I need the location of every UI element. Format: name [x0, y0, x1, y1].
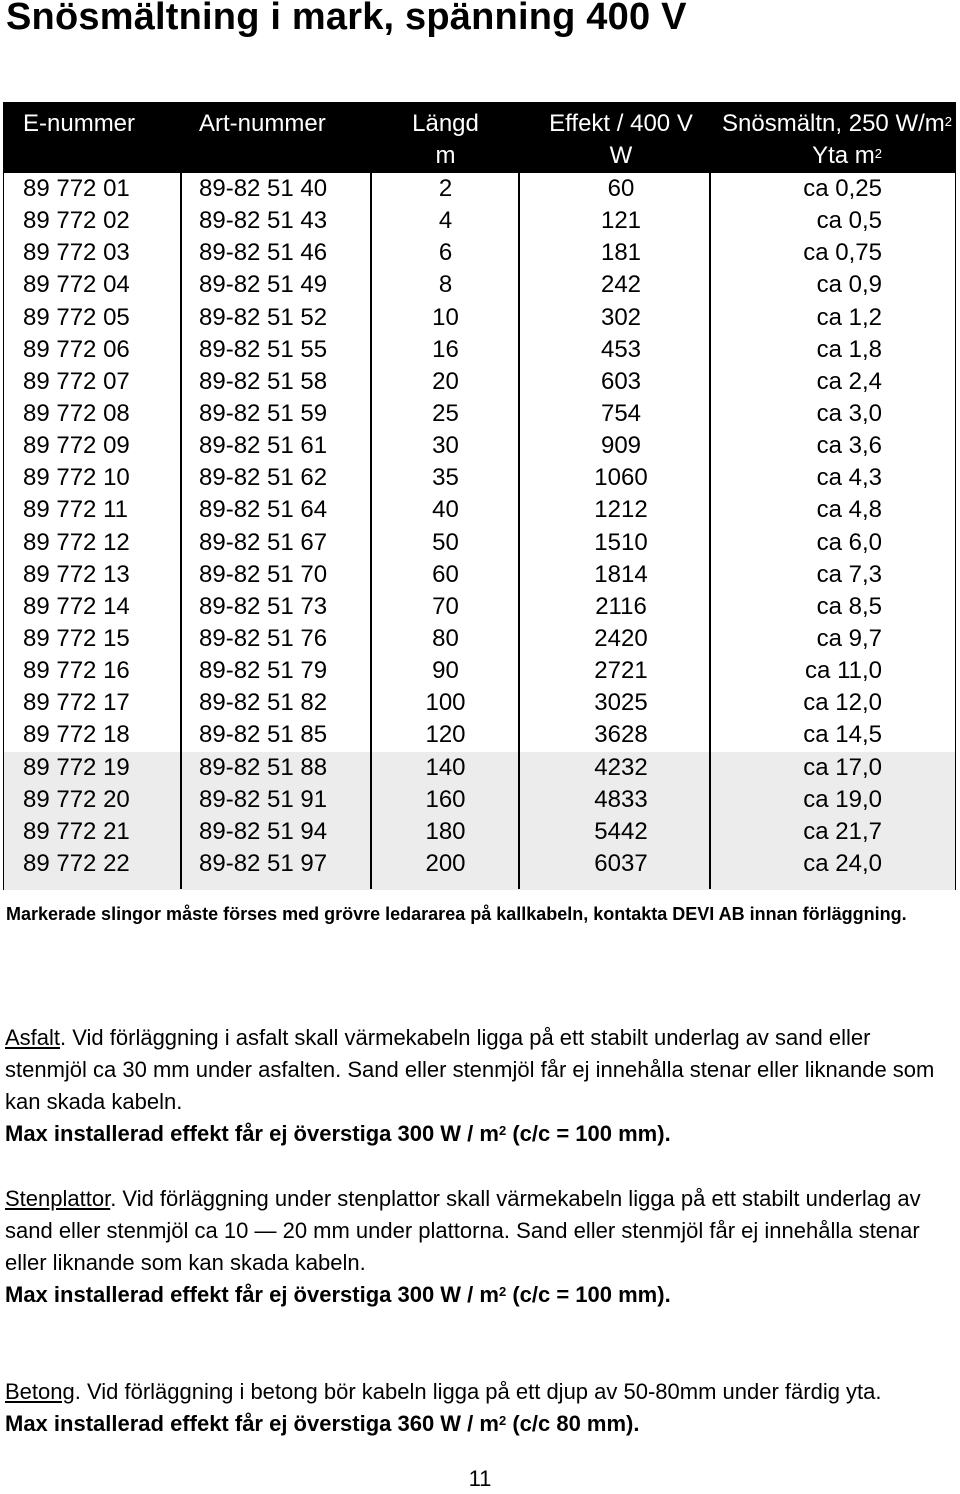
- cell-e-nummer: 89 772 09: [23, 432, 130, 460]
- section-asfalt-max-sup: 2: [498, 1123, 507, 1138]
- table-body: [4, 173, 955, 880]
- header-e-nummer: E-nummer: [23, 110, 136, 137]
- table-header: [4, 103, 955, 173]
- table-row: [4, 494, 955, 526]
- cell-art-nummer: 89-82 51 94: [199, 817, 328, 845]
- table-row: [4, 816, 955, 848]
- header-power-unit: W: [609, 142, 633, 169]
- page-number: 11: [468, 1466, 492, 1491]
- cell-power: 453: [600, 335, 642, 363]
- table-row: [4, 205, 955, 237]
- cell-e-nummer: 89 772 01: [23, 175, 130, 202]
- cell-power: 2420: [594, 624, 648, 652]
- cell-art-nummer: 89-82 51 43: [199, 207, 328, 235]
- cell-art-nummer: 89-82 51 58: [199, 367, 328, 395]
- section-asfalt-body: . Vid förläggning i asfalt skall värmekabeln ligga på ett stabilt underlag av sand eller stenmjöl ca 30 mm under asfalten. Sand eller stenmjöl får ej innehålla stenar eller liknande som kan skada kabeln.: [5, 1025, 935, 1114]
- cell-e-nummer: 89 772 21: [23, 817, 130, 845]
- header-snow-melt-sup: 2: [944, 114, 952, 129]
- section-stenplattor-max-cc: (c/c = 100 mm).: [506, 1282, 671, 1307]
- table-row: [4, 269, 955, 301]
- column-divider: [180, 103, 182, 889]
- cell-e-nummer: 89 772 15: [23, 624, 130, 652]
- cell-power: 181: [600, 239, 642, 267]
- cell-snow-area: ca 0,9: [816, 271, 882, 299]
- cell-power: 1510: [594, 528, 648, 556]
- cell-power: 6037: [594, 849, 648, 877]
- cell-snow-area: ca 1,8: [816, 335, 882, 363]
- cell-art-nummer: 89-82 51 40: [199, 175, 328, 202]
- cell-power: 2116: [595, 592, 647, 620]
- cell-art-nummer: 89-82 51 70: [199, 560, 328, 588]
- cell-art-nummer: 89-82 51 61: [199, 432, 328, 460]
- cell-snow-area: ca 2,4: [816, 367, 882, 395]
- cell-e-nummer: 89 772 11: [23, 496, 128, 524]
- header-area: [722, 140, 882, 172]
- cell-snow-area: ca 1,2: [816, 303, 882, 331]
- cell-length: 6: [438, 239, 453, 267]
- cell-art-nummer: 89-82 51 64: [199, 496, 328, 524]
- table-row: [4, 430, 955, 462]
- cell-snow-area: ca 8,5: [816, 592, 882, 620]
- section-asfalt-max: [5, 1121, 671, 1146]
- section-betong-body: . Vid förläggning i betong bör kabeln ligga på ett djup av 50-80mm under färdig yta.: [74, 1379, 882, 1404]
- table-row: [4, 237, 955, 269]
- table-row: [4, 591, 955, 623]
- cell-power: 121: [600, 207, 642, 235]
- cell-e-nummer: 89 772 14: [23, 592, 130, 620]
- cell-power: 2721: [594, 657, 648, 685]
- cell-art-nummer: 89-82 51 76: [199, 624, 328, 652]
- cell-length: 20: [432, 367, 459, 395]
- section-betong-max: [5, 1411, 639, 1436]
- section-asfalt-max-cc: (c/c = 100 mm).: [506, 1121, 671, 1146]
- cell-art-nummer: 89-82 51 59: [199, 399, 328, 427]
- section-asfalt-heading: Asfalt: [5, 1025, 61, 1050]
- header-area-label: Yta m: [812, 142, 875, 169]
- cell-e-nummer: 89 772 04: [23, 271, 130, 299]
- table-row: [4, 655, 955, 687]
- table-row: [4, 302, 955, 334]
- cell-length: 180: [425, 817, 466, 845]
- cell-art-nummer: 89-82 51 55: [199, 335, 328, 363]
- table-row: [4, 559, 955, 591]
- cell-snow-area: ca 12,0: [803, 689, 882, 717]
- column-divider: [370, 103, 372, 889]
- cell-length: 10: [432, 303, 459, 331]
- cell-e-nummer: 89 772 06: [23, 335, 130, 363]
- cell-power: 302: [600, 303, 642, 331]
- section-stenplattor-max-text: Max installerad effekt får ej överstiga 300 W / m: [5, 1282, 499, 1307]
- cell-power: 603: [600, 367, 642, 395]
- section-asfalt-max-text: Max installerad effekt får ej överstiga 300 W / m: [5, 1121, 499, 1146]
- cell-length: 4: [438, 207, 453, 235]
- cell-power: 4833: [594, 785, 648, 813]
- cell-power: 5442: [594, 817, 648, 845]
- cell-power: 242: [600, 271, 642, 299]
- column-divider: [709, 103, 711, 889]
- cell-e-nummer: 89 772 20: [23, 785, 130, 813]
- cell-length: 25: [432, 399, 459, 427]
- cell-power: 909: [600, 432, 642, 460]
- cell-length: 140: [425, 753, 466, 781]
- cell-art-nummer: 89-82 51 88: [199, 753, 328, 781]
- cell-e-nummer: 89 772 16: [23, 657, 130, 685]
- column-divider: [518, 103, 520, 889]
- cell-power: 60: [607, 175, 635, 202]
- section-stenplattor-max-sup: 2: [498, 1284, 507, 1299]
- header-power-label: Effekt / 400 V: [549, 110, 693, 137]
- table-row: [4, 719, 955, 751]
- cell-power: 1060: [594, 464, 648, 492]
- cell-snow-area: ca 24,0: [803, 849, 882, 877]
- cell-length: 80: [432, 624, 459, 652]
- cell-length: 16: [432, 335, 459, 363]
- cell-e-nummer: 89 772 12: [23, 528, 130, 556]
- header-length-unit: m: [435, 142, 456, 169]
- cell-snow-area: ca 14,5: [803, 721, 882, 749]
- cell-snow-area: ca 3,0: [816, 399, 882, 427]
- cell-art-nummer: 89-82 51 73: [199, 592, 328, 620]
- table-row: [4, 366, 955, 398]
- cell-art-nummer: 89-82 51 46: [199, 239, 328, 267]
- header-snow-melt-label: Snösmältn, 250 W/m: [722, 110, 945, 137]
- cell-art-nummer: 89-82 51 67: [199, 528, 328, 556]
- cell-snow-area: ca 0,25: [803, 175, 882, 202]
- cell-e-nummer: 89 772 05: [23, 303, 130, 331]
- warning-note: Markerade slingor måste förses med grövre ledararea på kallkabeln, kontakta DEVI AB innan förläggning.: [6, 904, 907, 924]
- cell-length: 40: [432, 496, 459, 524]
- table-row: [4, 687, 955, 719]
- cell-art-nummer: 89-82 51 62: [199, 464, 328, 492]
- cell-e-nummer: 89 772 08: [23, 399, 130, 427]
- cell-e-nummer: 89 772 03: [23, 239, 130, 267]
- cell-art-nummer: 89-82 51 91: [199, 785, 328, 813]
- page-title: Snösmältning i mark, spänning 400 V: [6, 0, 687, 38]
- cell-snow-area: ca 4,3: [816, 464, 882, 492]
- header-snow-melt: [722, 103, 960, 173]
- cell-art-nummer: 89-82 51 97: [199, 849, 328, 877]
- table-row: [4, 784, 955, 816]
- cell-snow-area: ca 9,7: [816, 624, 882, 652]
- cell-snow-area: ca 19,0: [803, 785, 882, 813]
- table-row: [4, 462, 955, 494]
- table-row: [4, 527, 955, 559]
- cell-art-nummer: 89-82 51 82: [199, 689, 328, 717]
- table-row: [4, 173, 955, 205]
- table-row: [4, 398, 955, 430]
- cell-length: 35: [432, 464, 459, 492]
- cell-power: 1814: [594, 560, 648, 588]
- cell-e-nummer: 89 772 17: [23, 689, 130, 717]
- cell-length: 200: [425, 849, 466, 877]
- header-art-nummer: Art-nummer: [199, 110, 326, 137]
- cable-spec-table: [3, 102, 956, 890]
- section-asfalt: [5, 1022, 955, 1150]
- cell-snow-area: ca 4,8: [816, 496, 882, 524]
- cell-length: 160: [425, 785, 466, 813]
- cell-e-nummer: 89 772 22: [23, 849, 130, 877]
- cell-length: 2: [438, 175, 453, 202]
- section-betong-max-text: Max installerad effekt får ej överstiga 360 W / m: [5, 1411, 499, 1436]
- header-power: [521, 103, 721, 173]
- cell-length: 120: [425, 721, 466, 749]
- header-length-label: Längd: [412, 110, 479, 137]
- header-area-sup: 2: [874, 146, 882, 161]
- cell-e-nummer: 89 772 10: [23, 464, 130, 492]
- section-betong-max-cc: (c/c 80 mm).: [506, 1411, 640, 1436]
- cell-snow-area: ca 21,7: [803, 817, 882, 845]
- section-betong-max-sup: 2: [498, 1413, 507, 1428]
- cell-snow-area: ca 0,75: [803, 239, 882, 267]
- cell-art-nummer: 89-82 51 79: [199, 657, 328, 685]
- cell-e-nummer: 89 772 18: [23, 721, 130, 749]
- cell-power: 754: [600, 399, 642, 427]
- cell-length: 90: [432, 657, 459, 685]
- cell-length: 8: [438, 271, 453, 299]
- cell-snow-area: ca 3,6: [816, 432, 882, 460]
- cell-e-nummer: 89 772 07: [23, 367, 130, 395]
- table-row: [4, 334, 955, 366]
- section-stenplattor-max: [5, 1282, 671, 1307]
- cell-snow-area: ca 6,0: [816, 528, 882, 556]
- cell-power: 4232: [594, 753, 648, 781]
- cell-length: 30: [432, 432, 459, 460]
- cell-snow-area: ca 11,0: [805, 657, 882, 685]
- section-betong: [5, 1376, 955, 1440]
- cell-power: 1212: [594, 496, 648, 524]
- table-row: [4, 752, 955, 784]
- cell-snow-area: ca 0,5: [816, 207, 882, 235]
- cell-art-nummer: 89-82 51 85: [199, 721, 328, 749]
- section-stenplattor-body: . Vid förläggning under stenplattor skall värmekabeln ligga på ett stabilt underlag av sand eller stenmjöl ca 10 — 20 mm under plattorna. Sand eller stenmjöl får ej innehålla stenar eller liknande som kan skada kabeln.: [5, 1186, 921, 1275]
- cell-length: 50: [432, 528, 459, 556]
- cell-length: 100: [425, 689, 466, 717]
- cell-power: 3628: [594, 721, 648, 749]
- cell-e-nummer: 89 772 19: [23, 753, 130, 781]
- cell-art-nummer: 89-82 51 52: [199, 303, 328, 331]
- cell-power: 3025: [594, 689, 648, 717]
- table-row: [4, 848, 955, 880]
- section-stenplattor-heading: Stenplattor: [5, 1186, 111, 1211]
- header-length: [372, 103, 519, 173]
- section-betong-heading: Betong: [5, 1379, 75, 1404]
- cell-length: 60: [432, 560, 459, 588]
- cell-snow-area: ca 7,3: [816, 560, 882, 588]
- section-stenplattor: [5, 1183, 955, 1311]
- cell-art-nummer: 89-82 51 49: [199, 271, 328, 299]
- cell-e-nummer: 89 772 13: [23, 560, 130, 588]
- table-row: [4, 623, 955, 655]
- cell-length: 70: [432, 592, 459, 620]
- cell-e-nummer: 89 772 02: [23, 207, 130, 235]
- cell-snow-area: ca 17,0: [803, 753, 882, 781]
